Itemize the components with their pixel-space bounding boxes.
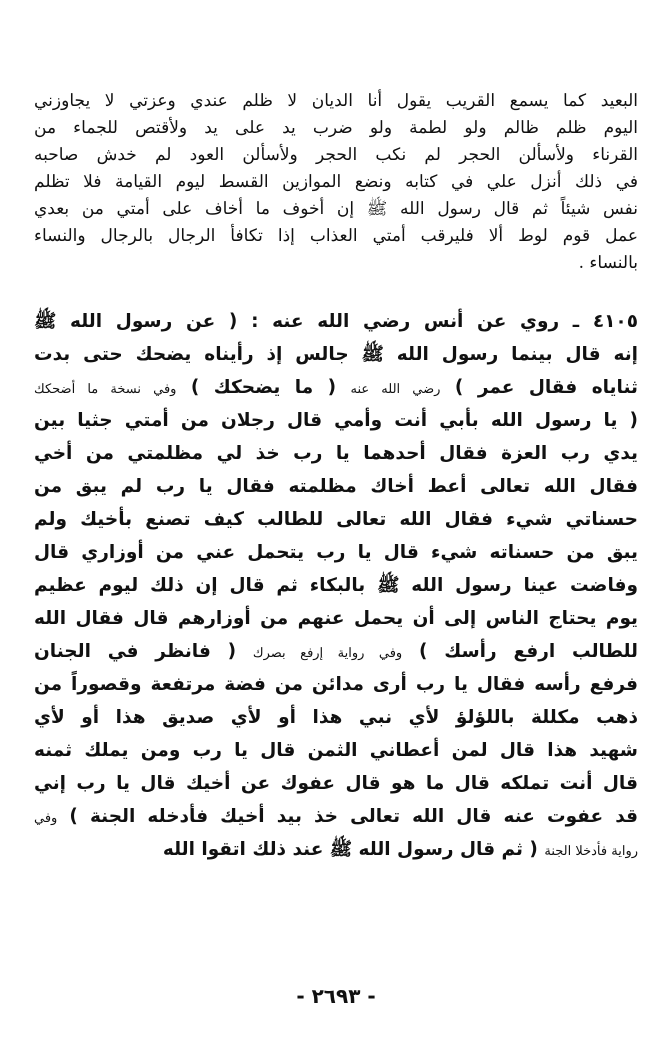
commentary-note: رواية فأدخلا الجنة <box>544 844 638 859</box>
text-line: إنه قال بينما رسول الله ﷺ جالس إذ رأيناه يضحك حتى بدت <box>34 344 638 365</box>
commentary-note: وفي <box>34 811 58 826</box>
text-line: قال أنت تملكه قال ما هو قال عفوك عن أخيك قال يا رب إني <box>34 773 638 794</box>
text-line: ثناياه فقال عمر ) رضي الله عنه ( ما يضحكك ) وفي نسخة ما أضحكك <box>34 377 638 398</box>
text-line: فرفع رأسه فقال يا رب أرى مدائن من فضة مرتفعة وقصوراً من <box>34 674 638 695</box>
document-page <box>34 88 638 866</box>
commentary-note: رضي الله عنه <box>350 382 441 397</box>
text-line: بالنساء . <box>578 253 638 273</box>
text-line: رواية فأدخلا الجنة ( ثم قال رسول الله ﷺ عند ذلك اتقوا الله <box>162 839 638 860</box>
text-line: عمل قوم لوط ألا فليرقب أمتي العذاب إذا تكافأ الرجال بالرجال والنساء <box>34 226 638 246</box>
text-line: نفس شيئاً ثم قال رسول الله ﷺ إن أخوف ما أخاف على أمتي من بعدي <box>34 199 638 219</box>
text-line: في ذلك أنزل علي في كتابه ونضع الموازين القسط ليوم القيامة فلا تظلم <box>34 172 638 192</box>
text-line: يدي رب العزة فقال أحدهما يا رب خذ لي مظلمتي من أخي <box>34 443 638 464</box>
text-line: البعيد كما يسمع القريب يقول أنا الديان لا ظلم عندي وعزتي لا يجاوزني <box>34 91 638 111</box>
text-line: قد عفوت عنه قال الله تعالى خذ بيد أخيك فأدخله الجنة ) وفي <box>34 806 638 827</box>
paragraph-1 <box>34 88 638 277</box>
text-line: ( يا رسول الله بأبي أنت وأمي قال رجلان من أمتي جثيا بين <box>34 410 638 431</box>
text-line: شهيد هذا قال لمن أعطاني الثمن قال يا رب ومن يملك ثمنه <box>34 740 638 761</box>
text-line: حسناتي شيء فقال الله تعالى للطالب كيف تصنع بأخيك ولم <box>34 509 638 530</box>
text-line: يوم يحتاج الناس إلى أن يحمل عنهم من أوزارهم قال فقال الله <box>34 608 638 629</box>
paragraph-2-hadith-4105 <box>34 305 638 866</box>
hadith-heading-line: ٤١٠٥ ـ روي عن أنس رضي الله عنه : ( عن رسول الله ﷺ <box>34 311 638 332</box>
commentary-note: وفي نسخة ما أضحكك <box>34 382 177 397</box>
text-line: للطالب ارفع رأسك ) وفي رواية إرفع بصرك ( فانظر في الجنان <box>34 641 638 662</box>
text-line: القرناء ولأسألن الحجر لم نكب الحجر ولأسألن العود لم خدش صاحبه <box>34 145 638 165</box>
text-line: ذهب مكللة باللؤلؤ لأي نبي هذا أو لأي صديق هذا أو لأي <box>34 707 638 728</box>
text-line: وفاضت عينا رسول الله ﷺ بالبكاء ثم قال إن ذلك ليوم عظيم <box>34 575 638 596</box>
text-line: فقال الله تعالى أعط أخاك مظلمته فقال يا رب لم يبق من <box>34 476 638 497</box>
text-line: يبق من حسناته شيء قال يا رب يتحمل عني من أوزاري قال <box>34 542 638 563</box>
text-line: اليوم ظلم ظالم ولو لطمة ولو ضرب يد على يد ولأقتص للجماء من <box>34 118 638 138</box>
page-number: - ٢٦٩٣ - <box>296 984 376 1008</box>
commentary-note: وفي رواية إرفع بصرك <box>252 646 403 661</box>
